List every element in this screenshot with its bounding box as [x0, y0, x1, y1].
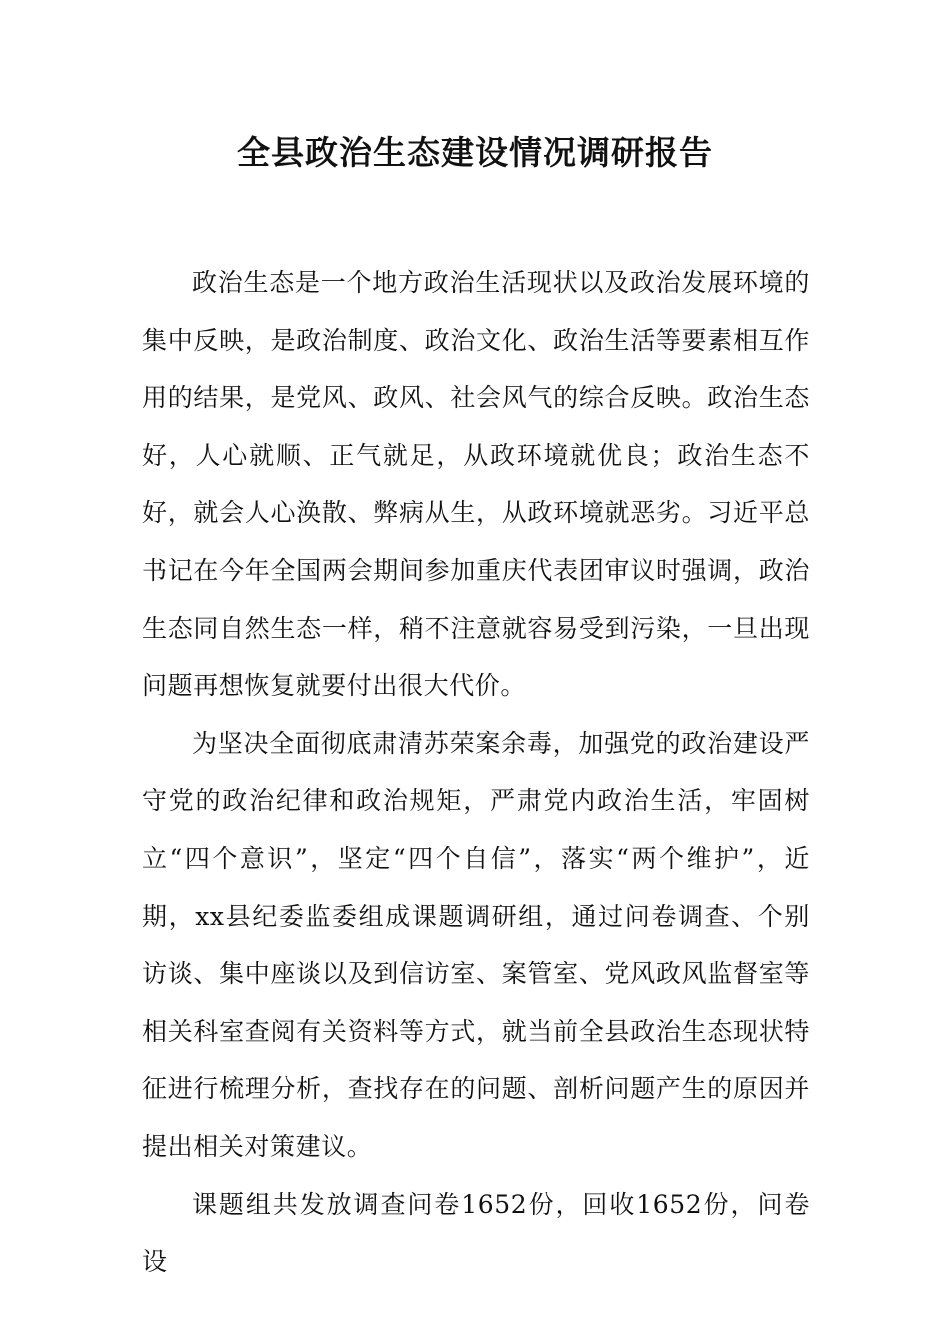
paragraph-1: 政治生态是一个地方政治生活现状以及政治发展环境的集中反映，是政治制度、政治文化、政治生活等要素相互作用的结果，是党风、政风、社会风气的综合反映。政治生态好，人心就顺、正气就足，从政环境就优良；政治生态不好，就会人心涣散、弊病从生，从政环境就恶劣。习近平总书记在今年全国两会期间参加重庆代表团审议时强调，政治生态同自然生态一样，稍不注意就容易受到污染，一旦出现问题再想恢复就要付出很大代价。 [142, 268, 810, 701]
paragraph-2: 为坚决全面彻底肃清苏荣案余毒，加强党的政治建设严守党的政治纪律和政治规矩，严肃党内政治生活，牢固树立“四个意识”，坚定“四个自信”，落实“两个维护”，近期，xx县纪委监委组成课题调研组，通过问卷调查、个别访谈、集中座谈以及到信访室、案管室、党风政风监督室等相关科室查阅有关资料等方式，就当前全县政治生态现状特征进行梳理分析，查找存在的问题、剖析问题产生的原因并提出相关对策建议。 [142, 728, 810, 1161]
document-title: 全县政治生态建设情况调研报告 [237, 133, 713, 172]
paragraph-3: 课题组共发放调查问卷1652份，回收1652份，问卷设 [142, 1189, 810, 1277]
document-body [142, 254, 810, 1291]
